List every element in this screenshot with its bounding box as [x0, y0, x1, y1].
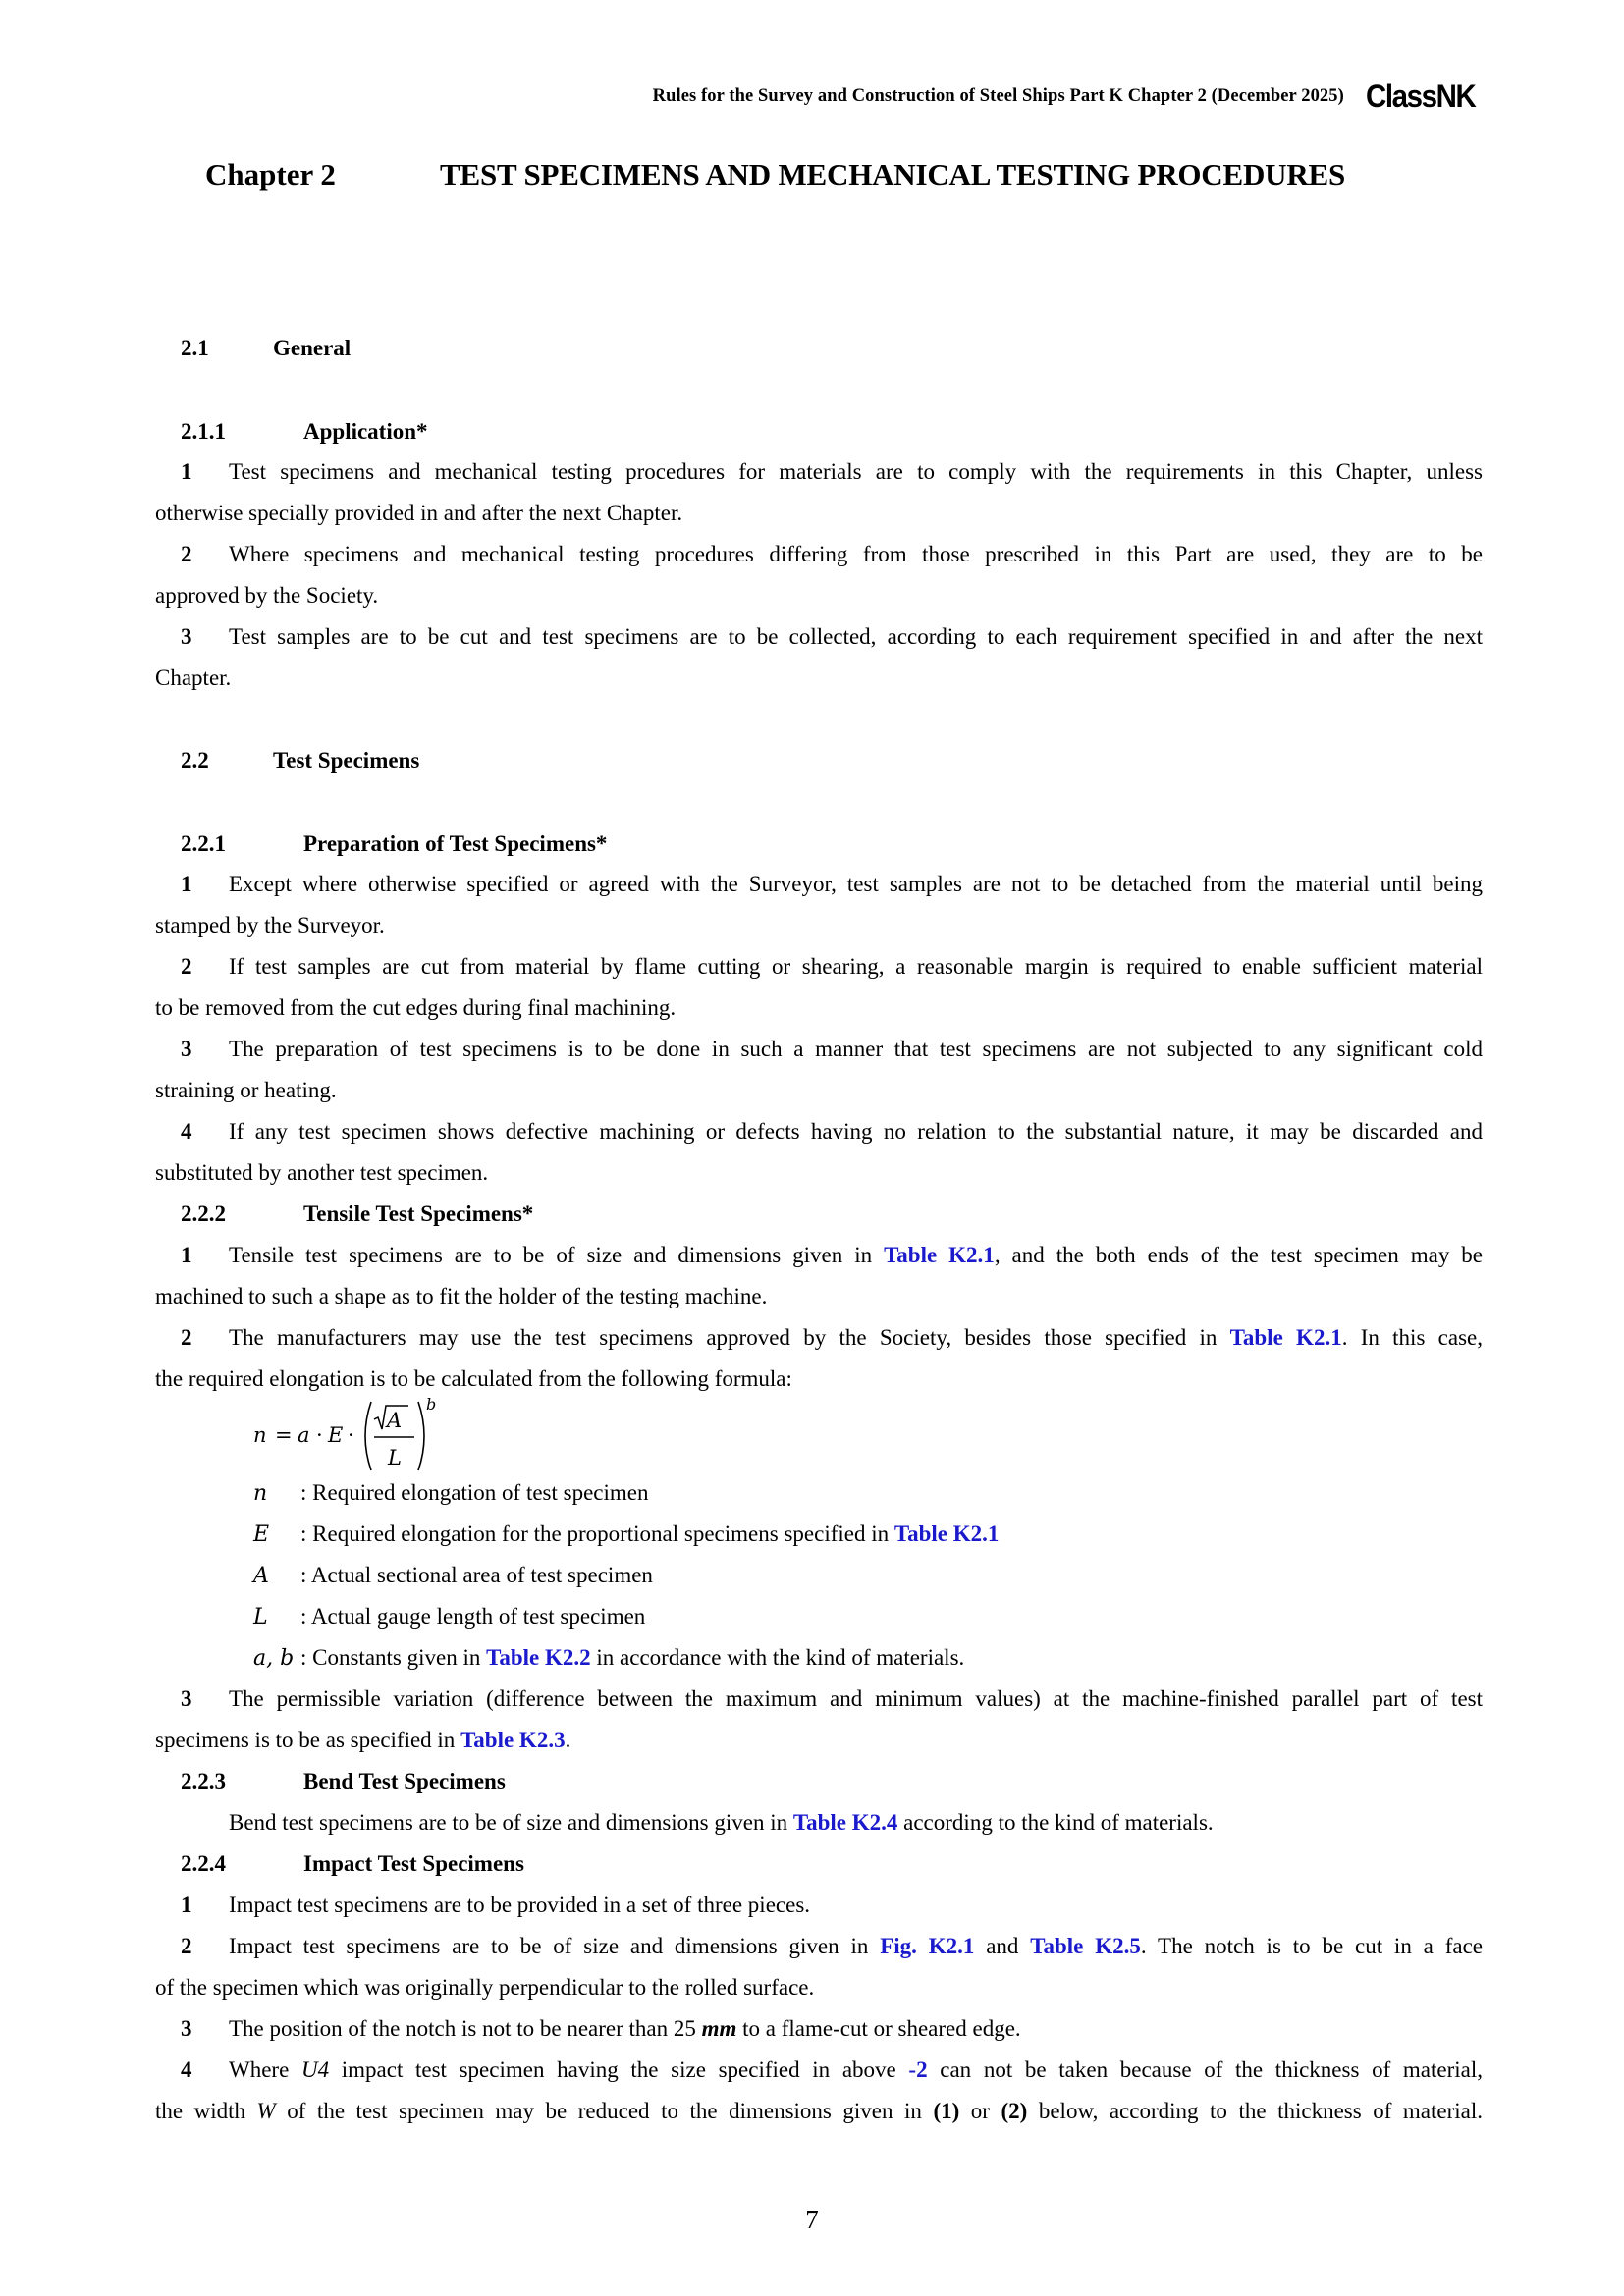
- section-title: Test Specimens: [273, 748, 420, 773]
- paragraph-line: Test specimens and mechanical testing procedures for materials are to comply with the requirements in this Chapter, unless: [229, 459, 1483, 484]
- definition-text: : Required elongation for the proportional specimens specified in Table K2.1: [300, 1522, 1000, 1546]
- definition-text: : Actual gauge length of test specimen: [300, 1604, 646, 1629]
- paragraph-number: 1: [181, 872, 192, 896]
- subsection-number: 2.2.4: [181, 1851, 226, 1876]
- table-k2-3-link[interactable]: Table K2.3: [460, 1728, 566, 1752]
- paragraph-line: otherwise specially provided in and after the next Chapter.: [155, 501, 683, 525]
- table-k2-5-link[interactable]: Table K2.5: [1030, 1934, 1141, 1958]
- definition-symbol: L: [253, 1605, 268, 1629]
- subsection-title: Application*: [303, 419, 428, 444]
- formula-dot: ·: [316, 1423, 323, 1447]
- paragraph-line: If test samples are cut from material by flame cutting or shearing, a reasonable margin is required to enable sufficient material: [229, 954, 1483, 979]
- item-ref-2: (2): [1001, 2099, 1028, 2123]
- formula-a: a: [298, 1423, 310, 1447]
- paragraph-2-link[interactable]: -2: [908, 2057, 928, 2082]
- paragraph-line: Where U4 impact test specimen having the size specified in above -2 can not be taken because of the thickness of material,: [229, 2057, 1483, 2082]
- paragraph-line: [229, 1323, 1483, 1353]
- paragraph-number: 3: [181, 1686, 192, 1711]
- paragraph-number: 2: [181, 1325, 192, 1350]
- definition-symbol: n: [253, 1481, 268, 1506]
- paragraph-line: [229, 1241, 1483, 1270]
- text-run: . In this case,: [1341, 1325, 1484, 1350]
- formula-n: n: [253, 1423, 267, 1447]
- formula-e: E: [328, 1423, 344, 1447]
- right-paren: [418, 1402, 424, 1470]
- width-symbol: W: [256, 2099, 276, 2123]
- paragraph-number: 2: [181, 954, 192, 979]
- formula-exponent: b: [426, 1396, 437, 1414]
- table-k2-1-link[interactable]: Table K2.1: [1229, 1325, 1342, 1350]
- paragraph-line: Chapter.: [155, 666, 232, 690]
- paragraph-line: Where specimens and mechanical testing procedures differing from those prescribed in this Part are used, they are to be: [229, 542, 1483, 566]
- paragraph-number: 1: [181, 459, 192, 484]
- subsection-number: 2.2.2: [181, 1201, 226, 1226]
- paragraph-line: of the specimen which was originally perpendicular to the rolled surface.: [155, 1975, 815, 2000]
- paragraph-line: the width W of the test specimen may be reduced to the dimensions given in (1) or (2) below, according to the thickness of material.: [155, 2099, 1483, 2123]
- section-number: 2.1: [181, 336, 209, 360]
- paragraph-number: 4: [181, 1119, 192, 1144]
- paragraph-line: Bend test specimens are to be of size and dimensions given in Table K2.4 according to the kind of materials.: [229, 1810, 1214, 1835]
- definition-symbol: A: [253, 1564, 269, 1588]
- u4-symbol: U4: [300, 2057, 330, 2082]
- paragraph-line: to be removed from the cut edges during final machining.: [155, 995, 677, 1020]
- text-run: , and the both ends of the test specimen may be: [994, 1243, 1483, 1267]
- definition-text: : Actual sectional area of test specimen: [300, 1563, 653, 1587]
- formula-length: L: [388, 1446, 402, 1469]
- unit-mm: mm: [701, 2016, 737, 2041]
- subsection-number: 2.1.1: [181, 419, 226, 444]
- paragraph-line: The position of the notch is not to be nearer than 25 mm to a flame-cut or sheared edge.: [229, 2016, 1021, 2041]
- running-title: Rules for the Survey and Construction of Steel Ships Part K Chapter 2 (December 2025): [652, 85, 1344, 106]
- subsection-title: Impact Test Specimens: [303, 1851, 524, 1876]
- paragraph-number: 3: [181, 624, 192, 649]
- left-paren: [365, 1402, 371, 1470]
- formula-area: A: [387, 1409, 403, 1432]
- table-k2-4-link[interactable]: Table K2.4: [792, 1810, 898, 1835]
- chapter-title: TEST SPECIMENS AND MECHANICAL TESTING PROCEDURES: [440, 157, 1346, 191]
- paragraph-line: If any test specimen shows defective machining or defects having no relation to the substantial nature, it may be discarded and: [229, 1119, 1483, 1144]
- page-number: 7: [805, 2205, 819, 2234]
- section-title: General: [273, 336, 352, 360]
- table-k2-1-link[interactable]: Table K2.1: [884, 1243, 995, 1267]
- paragraph-number: 4: [181, 2057, 192, 2082]
- formula-equals: =: [275, 1423, 293, 1447]
- paragraph-line: approved by the Society.: [155, 583, 379, 608]
- text-run: The manufacturers may use the test specimens approved by the Society, besides those specified in: [229, 1325, 1230, 1350]
- subsection-title: Preparation of Test Specimens*: [303, 831, 608, 856]
- classnk-logo: ClassNK: [1365, 79, 1476, 114]
- running-header: [653, 80, 1485, 112]
- definition-symbol: a, b: [253, 1646, 295, 1671]
- definition-text: : Required elongation of test specimen: [300, 1480, 649, 1505]
- definition-symbol: E: [253, 1522, 270, 1547]
- paragraph-line: Impact test specimens are to be provided in a set of three pieces.: [229, 1893, 811, 1917]
- paragraph-number: 3: [181, 1037, 192, 1061]
- paragraph-line: Except where otherwise specified or agreed with the Surveyor, test samples are not to be detached from the material until being: [229, 872, 1483, 896]
- subsection-title: Tensile Test Specimens*: [303, 1201, 534, 1226]
- paragraph-line: specimens is to be as specified in Table K2.3.: [155, 1728, 571, 1752]
- paragraph-line: substituted by another test specimen.: [155, 1160, 489, 1185]
- paragraph-number: 1: [181, 1243, 192, 1267]
- formula-dot: ·: [348, 1423, 354, 1447]
- paragraph-line: Test samples are to be cut and test specimens are to be collected, according to each requirement specified in and after the next: [229, 624, 1483, 649]
- paragraph-number: 1: [181, 1893, 192, 1917]
- elongation-formula: [253, 1396, 450, 1474]
- table-k2-1-link[interactable]: Table K2.1: [893, 1522, 1000, 1546]
- definition-text: : Constants given in Table K2.2 in accordance with the kind of materials.: [300, 1645, 965, 1670]
- paragraph-line: the required elongation is to be calculated from the following formula:: [155, 1366, 792, 1391]
- paragraph-number: 3: [181, 2016, 192, 2041]
- subsection-number: 2.2.1: [181, 831, 226, 856]
- paragraph-line: The preparation of test specimens is to be done in such a manner that test specimens are not subjected to any significant cold: [229, 1037, 1483, 1061]
- table-k2-2-link[interactable]: Table K2.2: [486, 1645, 591, 1670]
- paragraph-number: 2: [181, 542, 192, 566]
- paragraph-line: Impact test specimens are to be of size and dimensions given in Fig. K2.1 and Table K2.5. The notch is to be cut in a face: [229, 1934, 1483, 1958]
- fig-k2-1-link[interactable]: Fig. K2.1: [880, 1934, 975, 1958]
- paragraph-line: The permissible variation (difference between the maximum and minimum values) at the machine-finished parallel part of test: [229, 1686, 1483, 1711]
- text-run: Tensile test specimens are to be of size and dimensions given in: [229, 1243, 885, 1267]
- paragraph-line: machined to such a shape as to fit the holder of the testing machine.: [155, 1284, 768, 1308]
- subsection-number: 2.2.3: [181, 1769, 226, 1793]
- chapter-label: Chapter 2: [205, 157, 336, 191]
- subsection-title: Bend Test Specimens: [303, 1769, 506, 1793]
- paragraph-line: straining or heating.: [155, 1078, 337, 1102]
- paragraph-number: 2: [181, 1934, 192, 1958]
- paragraph-line: stamped by the Surveyor.: [155, 913, 385, 937]
- section-number: 2.2: [181, 748, 209, 773]
- item-ref-1: (1): [933, 2099, 960, 2123]
